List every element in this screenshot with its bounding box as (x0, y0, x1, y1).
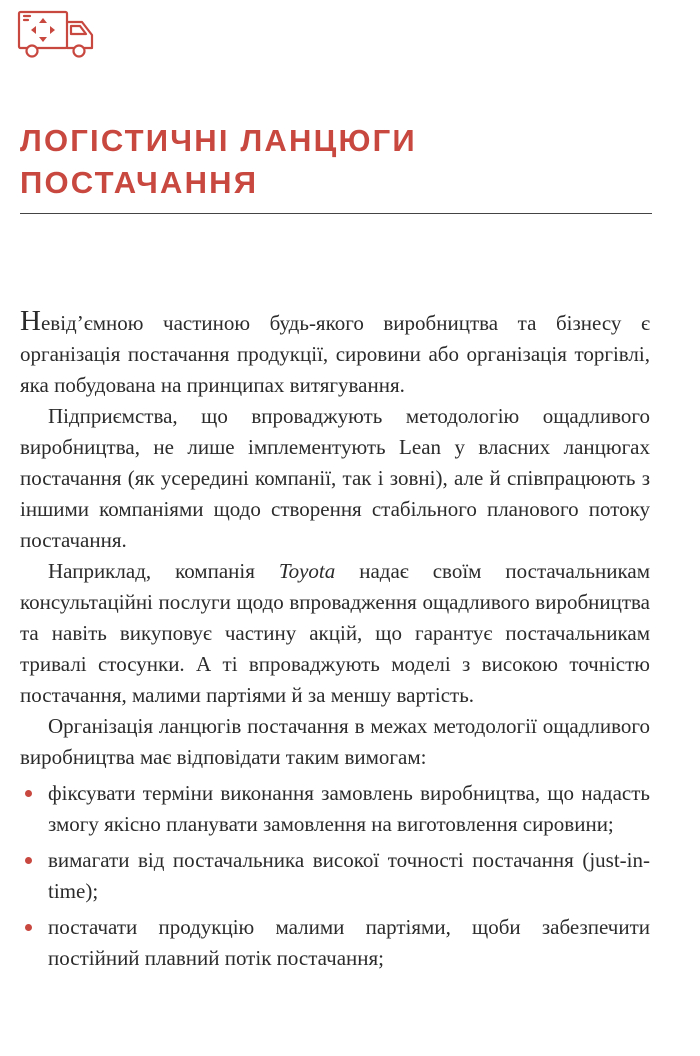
title-divider (20, 213, 652, 214)
paragraph-toyota-example (20, 556, 650, 711)
page-title: ЛОГІСТИЧНІ ЛАНЦЮГИ ПОСТАЧАННЯ (20, 123, 417, 200)
bullet-dot-icon (25, 790, 32, 797)
bullet-dot-icon (25, 924, 32, 931)
bullet-dot-icon (25, 857, 32, 864)
toyota-example-lead: Наприклад, компанія (48, 559, 279, 583)
paragraph-lean-companies: Підприємства, що впроваджують методологію ощадливого виробництва, не лише імплементують Lean у власних ланцюгах постачання (як усередині компанії, так і зовні), але й співпрацюють з іншими компаніями щодо створення стабільного планового потоку постачання. (20, 404, 650, 552)
list-item (20, 912, 650, 974)
toyota-example-text: надає своїм постачальникам консультаційні послуги щодо впровадження ощадливого виробництва та навіть викуповує частину акцій, що гарантує постачальникам тривалі стосунки. А ті впроваджують моделі з високою точністю постачання, малими партіями й за меншу вартість. (20, 559, 650, 707)
paragraph-intro (20, 306, 650, 401)
toyota-name: Toyota (278, 559, 336, 583)
article-body (20, 306, 650, 979)
requirements-list (20, 778, 650, 974)
list-item-text: фіксувати терміни виконання замовлень виробництва, що надасть змогу якісно планувати замовлення на виготовлення сировини; (48, 781, 650, 836)
list-item (20, 845, 650, 907)
drop-cap: Н (20, 305, 41, 337)
list-item-text: постачати продукцію малими партіями, щоби забезпечити постійний плавний потік постачання; (48, 915, 650, 970)
paragraph-requirements-intro: Організація ланцюгів постачання в межах методології ощадливого виробництва має відповідати таким вимогам: (20, 714, 650, 769)
list-item (20, 778, 650, 840)
list-item-text: вимагати від постачальника високої точності постачання (just-in-time); (48, 848, 650, 903)
paragraph-intro-text: евід’ємною частиною будь-якого виробництва та бізнесу є організація постачання продукції, сировини або організація торгівлі, яка побудована на принципах витягування. (20, 311, 650, 397)
delivery-truck-icon (16, 6, 96, 62)
